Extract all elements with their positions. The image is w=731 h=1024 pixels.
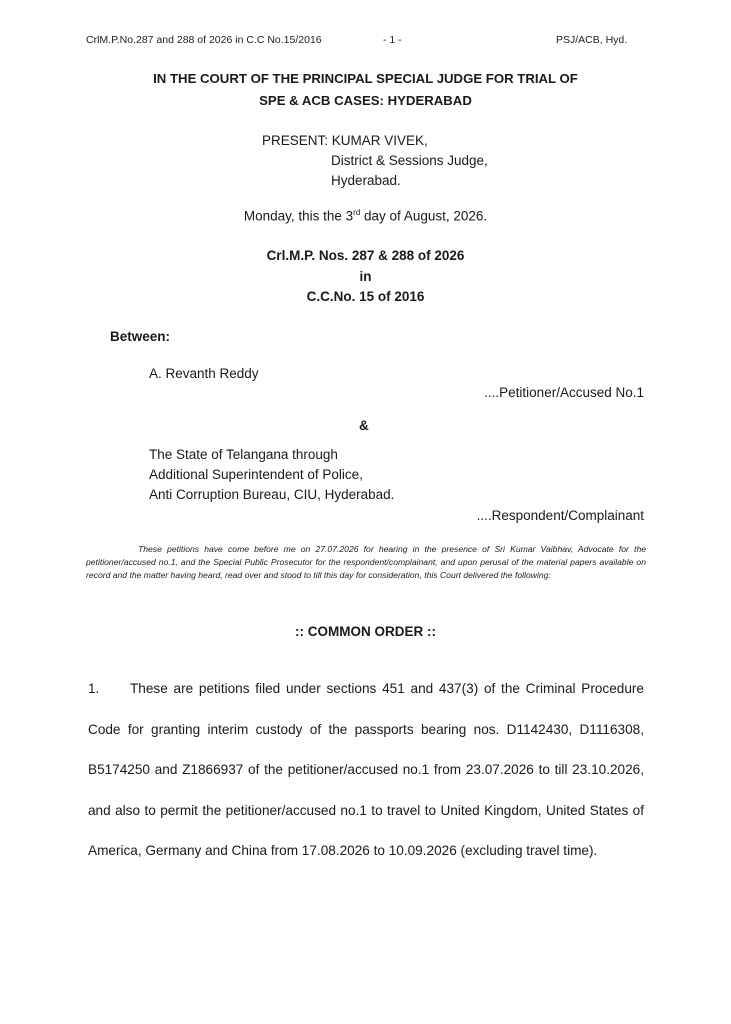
case-number-line1: Crl.M.P. Nos. 287 & 288 of 2026	[266, 248, 465, 263]
court-title-line2: SPE & ACB CASES: HYDERABAD	[259, 93, 472, 108]
ampersand: &	[359, 418, 369, 433]
order-heading: :: COMMON ORDER ::	[295, 624, 436, 639]
date-ordinal-suffix: rd	[353, 208, 361, 217]
present-judge: PRESENT: KUMAR VIVEK,	[262, 133, 428, 148]
petitioner-role: ....Petitioner/Accused No.1	[484, 385, 644, 400]
paragraph-number: 1.	[88, 681, 100, 696]
header-office: PSJ/ACB, Hyd.	[556, 34, 628, 46]
order-preamble: These petitions have come before me on 27.07.2026 for hearing in the presence of Sri Kumar Vaibhav, Advocate for the petitioner/accused no.1, and the Special Public Prosecutor for the respondent/complainant, and upon perusal of the material papers available on record and the matter having heard, read over and stood to till this day for consideration, this Court delivered the following:	[86, 544, 646, 580]
respondent-line3: Anti Corruption Bureau, CIU, Hyderabad.	[149, 487, 395, 502]
respondent-line2: Additional Superintendent of Police,	[149, 467, 363, 482]
case-number-line2: in	[359, 269, 372, 284]
header-case-reference: CrlM.P.No.287 and 288 of 2026 in C.C No.15/2016	[86, 34, 322, 46]
header-page-number: - 1 -	[383, 34, 402, 46]
court-title-line1: IN THE COURT OF THE PRINCIPAL SPECIAL JUDGE FOR TRIAL OF	[153, 71, 578, 86]
between-label: Between:	[110, 329, 171, 344]
paragraph-text: These are petitions filed under sections 451 and 437(3) of the Criminal Procedure Code for granting interim custody of the passports bearing nos. D1142430, D1116308, B5174250 and Z1866937 of the petitioner/accused no.1 from 23.07.2026 to till 23.10.2026, and also to permit the petitioner/accused no.1 to travel to United Kingdom, United States of America, Germany and China from 17.08.2026 to 10.09.2026 (excluding travel time).	[88, 681, 644, 858]
order-date: Monday, this the 3rd day of August, 2026.	[243, 208, 488, 224]
present-designation: District & Sessions Judge,	[331, 153, 488, 168]
case-number-line3: C.C.No. 15 of 2016	[306, 289, 425, 304]
respondent-line1: The State of Telangana through	[149, 447, 338, 462]
respondent-role: ....Respondent/Complainant	[476, 508, 644, 523]
paragraph-1	[88, 669, 644, 872]
present-place: Hyderabad.	[331, 173, 401, 188]
petitioner-name: A. Revanth Reddy	[149, 366, 259, 381]
